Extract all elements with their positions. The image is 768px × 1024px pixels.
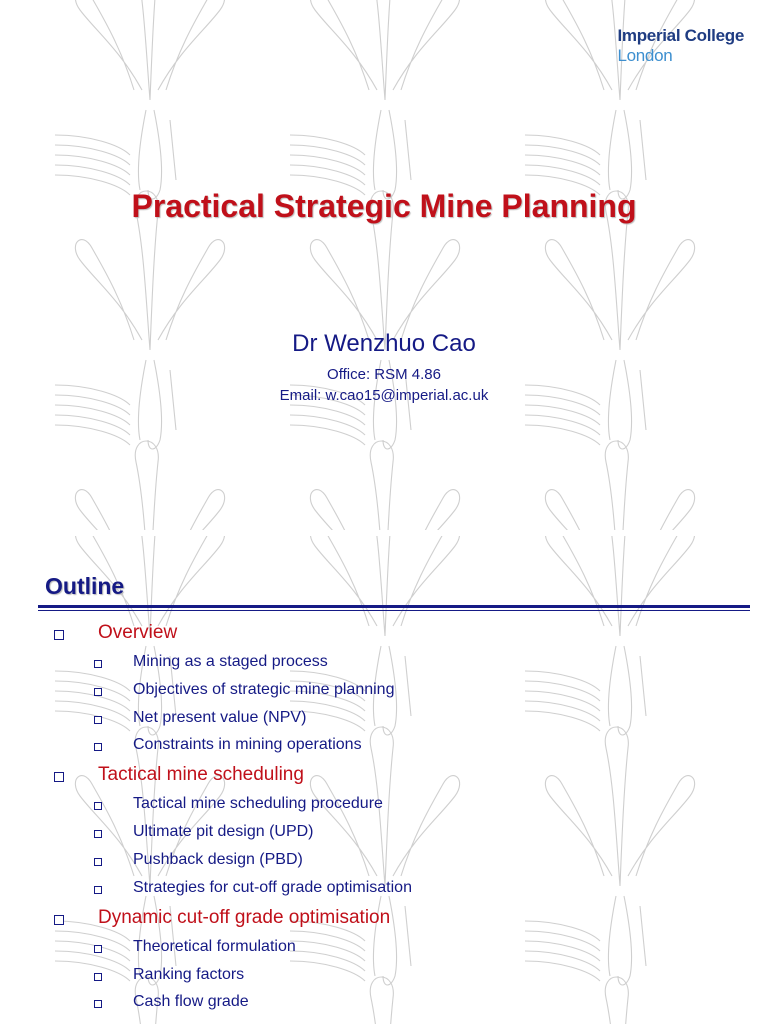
watermark-stroke [393, 536, 460, 626]
checkbox-bullet-icon [94, 858, 102, 866]
watermark-stroke [628, 536, 695, 626]
logo-line2: London [617, 46, 673, 65]
checkbox-bullet-icon [94, 660, 102, 668]
watermark-stroke [608, 896, 616, 976]
checkbox-bullet-icon [94, 688, 102, 696]
watermark-stroke [628, 240, 695, 340]
watermark-motif [55, 441, 225, 530]
watermark-stroke [608, 646, 616, 726]
watermark-stroke [148, 110, 162, 199]
list-item-label: Net present value (NPV) [133, 709, 307, 726]
watermark-stroke [158, 0, 225, 90]
watermark-stroke [75, 776, 142, 876]
section-label: Dynamic cut-off grade optimisation [98, 907, 391, 928]
watermark-stroke [393, 0, 460, 90]
watermark-stroke [618, 110, 632, 199]
watermark-stroke [545, 490, 612, 530]
watermark-stroke [75, 240, 142, 340]
checkbox-bullet-icon [94, 1000, 102, 1008]
checkbox-bullet-icon [54, 772, 64, 782]
watermark-motif [55, 191, 225, 449]
list-item-label: Tactical mine scheduling procedure [133, 795, 383, 812]
watermark-stroke [310, 490, 377, 530]
watermark-stroke [393, 490, 460, 530]
imperial-college-logo [617, 26, 744, 66]
watermark-stroke [605, 441, 628, 530]
watermark-stroke [618, 646, 632, 735]
watermark-stroke [405, 120, 411, 180]
title-rule-thin [38, 610, 750, 611]
watermark-stroke [405, 906, 411, 966]
watermark-stroke [405, 656, 411, 716]
watermark-stroke [393, 240, 460, 340]
watermark-motif [290, 191, 460, 449]
watermark-stroke [628, 776, 695, 876]
list-item-label: Objectives of strategic mine planning [133, 681, 395, 698]
watermark-stroke [135, 441, 158, 530]
watermark-stroke [605, 727, 628, 886]
logo-line1: Imperial College [617, 26, 744, 45]
title-rule [38, 605, 750, 608]
watermark-stroke [640, 906, 646, 966]
watermark-stroke [158, 240, 225, 340]
checkbox-bullet-icon [94, 716, 102, 724]
watermark-stroke [545, 0, 612, 90]
watermark-motif [525, 727, 695, 985]
list-item-label: Cash flow grade [133, 993, 249, 1010]
section-label: Overview [98, 622, 178, 643]
author-name: Dr Wenzhuo Cao [292, 330, 476, 357]
checkbox-bullet-icon [54, 630, 64, 640]
watermark-stroke [138, 110, 146, 190]
presentation-title: Practical Strategic Mine Planning [131, 188, 637, 224]
watermark-motif [290, 0, 460, 199]
checkbox-bullet-icon [94, 802, 102, 810]
watermark-stroke [545, 240, 612, 340]
email-text: Email: w.cao15@imperial.ac.uk [279, 387, 489, 404]
watermark-motif [55, 0, 225, 199]
checkbox-bullet-icon [94, 886, 102, 894]
watermark-motif [525, 977, 695, 1024]
watermark-stroke [383, 110, 397, 199]
watermark-stroke [170, 120, 176, 180]
watermark-motif [525, 536, 695, 735]
watermark-stroke [75, 0, 142, 90]
checkbox-bullet-icon [94, 945, 102, 953]
list-item-label: Mining as a staged process [133, 653, 328, 670]
watermark-stroke [158, 536, 225, 626]
list-item-label: Ultimate pit design (UPD) [133, 823, 314, 840]
watermark-motif [290, 441, 460, 530]
watermark-stroke [618, 896, 632, 985]
watermark-motif [525, 191, 695, 449]
checkbox-bullet-icon [54, 915, 64, 925]
watermark-motif [290, 977, 460, 1024]
list-item-label: Strategies for cut-off grade optimisation [133, 879, 412, 896]
watermark-stroke [545, 776, 612, 876]
watermark-stroke [310, 0, 377, 90]
list-item-label: Constraints in mining operations [133, 736, 362, 753]
watermark-motif [290, 727, 460, 985]
watermark-motif [525, 441, 695, 530]
checkbox-bullet-icon [94, 973, 102, 981]
outline-slide [0, 536, 768, 1024]
list-item-label: Ranking factors [133, 966, 245, 983]
watermark-stroke [640, 656, 646, 716]
watermark-stroke [628, 490, 695, 530]
office-text: Office: RSM 4.86 [327, 366, 441, 383]
watermark-stroke [545, 536, 612, 626]
watermark-stroke [373, 110, 381, 190]
watermark-stroke [75, 490, 142, 530]
outline-title: Outline [45, 573, 125, 599]
checkbox-bullet-icon [94, 743, 102, 751]
watermark-stroke [310, 240, 377, 340]
watermark-stroke [158, 490, 225, 530]
list-item-label: Theoretical formulation [133, 938, 296, 955]
section-label: Tactical mine scheduling [98, 764, 304, 785]
watermark-stroke [608, 110, 616, 190]
watermark-stroke [310, 776, 377, 876]
watermark-stroke [640, 120, 646, 180]
list-item-label: Pushback design (PBD) [133, 851, 303, 868]
checkbox-bullet-icon [94, 830, 102, 838]
watermark-stroke [393, 776, 460, 876]
watermark-stroke [310, 536, 377, 626]
watermark-stroke [370, 441, 393, 530]
watermark-motif [290, 536, 460, 735]
